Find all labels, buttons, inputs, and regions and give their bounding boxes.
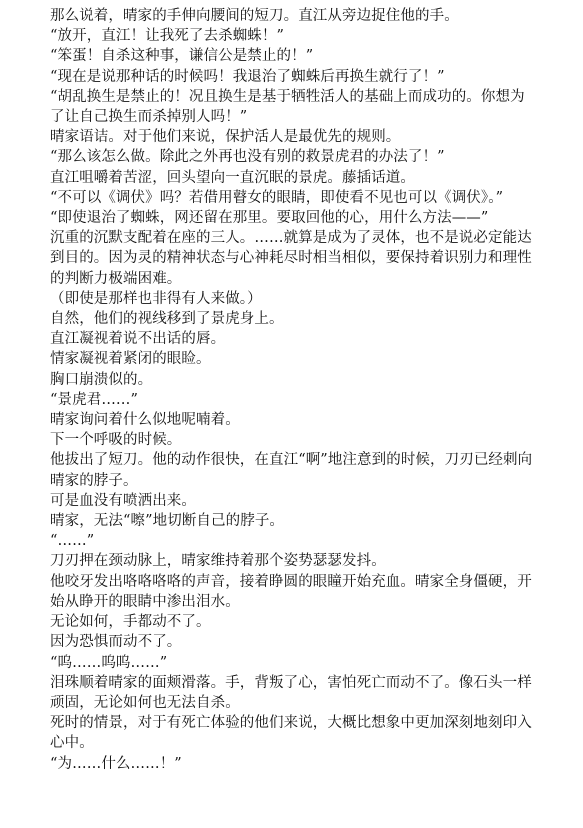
text-paragraph: “……” [50,533,95,550]
text-paragraph: 可是血没有喷洒出来。 [50,492,196,509]
text-paragraph: “那么该怎么做。除此之外再也没有别的救景虎君的办法了！” [50,149,445,166]
text-paragraph: 下一个呼吸的时候。 [50,432,182,449]
text-paragraph: “景虎君……” [50,391,139,408]
text-paragraph: “笨蛋！自杀这种事，谦信公是禁止的！” [50,48,314,65]
text-paragraph: 沉重的沉默支配着在座的三人。……就算是成为了灵体，也不是说必定能达到目的。因为灵的精神状态与心神耗尽时相当相似，要保持着识别力和理性的判断力极端困难。 [50,230,532,287]
text-paragraph: “胡乱换生是禁止的！况且换生是基于牺牲活人的基础上而成功的。你想为了让自己换生而杀掉别人吗！” [50,88,525,126]
text-paragraph: “呜……呜呜……” [50,654,168,671]
text-paragraph: 晴家询问着什么似地呢喃着。 [50,412,240,429]
text-paragraph: 无论如何，手都动不了。 [50,614,211,631]
text-paragraph: 死时的情景，对于有死亡体验的他们来说，大概比想象中更加深刻地刻印入心中。 [50,715,532,752]
text-paragraph: 晴家语诘。对于他们来说，保护活人是最优先的规则。 [50,129,401,146]
text-paragraph: 那么说着，晴家的手伸向腰间的短刀。直江从旁边捉住他的手。 [50,8,459,24]
text-paragraph: 胸口崩溃似的。 [50,371,153,388]
text-paragraph: “为……什么……！” [50,755,182,772]
text-paragraph: 刀刃押在颈动脉上，晴家维持着那个姿势瑟瑟发抖。 [50,553,386,570]
text-paragraph: 自然，他们的视线移到了景虎身上。 [50,311,284,328]
text-paragraph: 情家凝视着紧闭的眼睑。 [50,351,211,368]
text-paragraph: 他咬牙发出咯咯咯咯的声音，接着睁圆的眼瞳开始充血。晴家全身僵硬，开始从睁开的眼睛中渗出泪水。 [50,573,532,610]
text-paragraph: “现在是说那种话的时候吗！我退治了蜘蛛后再换生就行了！” [50,68,445,85]
text-paragraph: “放开，直江！让我死了去杀蜘蛛！” [50,28,285,45]
text-paragraph: 泪珠顺着晴家的面颊滑落。手，背叛了心，害怕死亡而动不了。像石头一样顽固，无论如何也无法自杀。 [50,674,532,711]
text-paragraph: （即使是那样也非得有人来做。） [50,290,262,307]
text-paragraph: 直江凝视着说不出话的唇。 [50,331,226,348]
text-paragraph: 因为恐惧而动不了。 [50,634,182,651]
text-paragraph: “即使退治了蜘蛛，网还留在那里。要取回他的心，用什么方法——” [50,210,489,227]
text-paragraph: “不可以《调伏》吗？若借用瞽女的眼睛，即使看不见也可以《调伏》。” [50,189,504,206]
text-paragraph: 直江咀嚼着苦涩，回头望向一直沉眠的景虎。藤插话道。 [50,169,415,186]
text-paragraph: 晴家，无法“嚓”地切断自己的脖子。 [50,513,285,530]
text-paragraph: 他拔出了短刀。他的动作很快，在直江“啊”地注意到的时候，刀刃已经刺向晴家的脖子。 [50,452,533,489]
